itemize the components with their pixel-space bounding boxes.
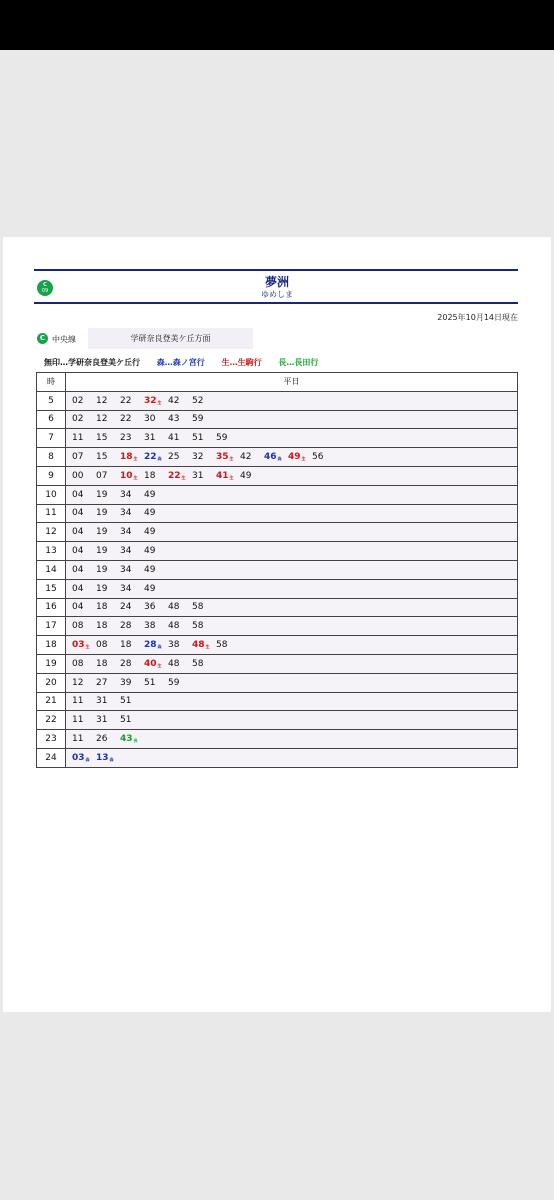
minutes-cell [66,429,518,448]
hour-cell: 11 [37,504,66,523]
departure-minute: 15 [96,452,108,463]
departure-minute: 11 [72,696,84,707]
departure-minute: 25 [168,452,180,463]
departure-minute: 08 [72,658,84,669]
departure-minute: 07 [72,452,84,463]
departure-minute: $49_生$ [288,452,306,463]
hour-cell: 9 [37,466,66,485]
minutes-cell [66,504,518,523]
table-row [37,448,518,467]
hour-column-header: 時 [37,373,66,392]
table-row [37,636,518,655]
departure-minute: $40_生$ [144,658,162,669]
departure-minute: 49 [144,527,156,538]
departure-minute: 38 [144,621,156,632]
minutes-cell [66,466,518,485]
departure-minute: 49 [144,583,156,594]
hour-cell: 23 [37,730,66,749]
departure-minute: 22 [120,395,132,406]
departure-minute: 12 [72,677,84,688]
table-row [37,560,518,579]
destination-mark: 生 [157,662,162,668]
departure-minute: 02 [72,395,84,406]
departure-minute: $10_生$ [120,470,138,481]
departure-minute: 49 [144,564,156,575]
legend-none: 無印…学研奈良登美ケ丘行 [44,358,140,367]
table-row [37,673,518,692]
hour-cell: 20 [37,673,66,692]
departure-minute: 49 [144,546,156,557]
departure-minute: 18 [96,602,108,613]
hour-cell: 21 [37,692,66,711]
departure-minute: 41 [168,433,180,444]
departure-minute: 02 [72,414,84,425]
line-badge-icon: C [37,333,48,344]
hour-cell: 22 [37,711,66,730]
line-name: 中央線 [52,335,76,344]
departure-minute: 18 [96,658,108,669]
table-row [37,748,518,767]
departure-minute: 58 [192,621,204,632]
departure-minute: 27 [96,677,108,688]
departure-minute: $22_生$ [168,470,186,481]
destination-mark: 生 [133,456,138,462]
departure-minute: 43 [168,414,180,425]
departure-minute: 24 [120,602,132,613]
minutes-cell [66,636,518,655]
departure-minute: $03_森$ [72,752,90,763]
departure-minute: 58 [216,640,228,651]
departure-minute: 19 [96,508,108,519]
legend-naga: 長…長田行 [278,358,319,367]
destination-mark: 生 [133,474,138,480]
minutes-cell [66,410,518,429]
departure-minute: 36 [144,602,156,613]
departure-minute: 34 [120,564,132,575]
departure-minute: 56 [312,452,324,463]
departure-minute: 26 [96,734,108,745]
departure-minute: 48 [168,621,180,632]
departure-minute: 34 [120,527,132,538]
title-rule-top [34,269,518,271]
departure-minute: 08 [72,621,84,632]
departure-minute: 18 [96,621,108,632]
minutes-cell [66,579,518,598]
departure-minute: 04 [72,489,84,500]
hour-cell: 12 [37,523,66,542]
hour-cell: 7 [37,429,66,448]
minutes-cell [66,391,518,410]
table-row [37,504,518,523]
station-reading: ゆめしま [261,290,293,299]
direction-label: 学研奈良登美ケ丘方面 [88,328,253,349]
departure-minute: 48 [168,658,180,669]
departure-minute: 04 [72,527,84,538]
minutes-cell [66,448,518,467]
departure-minute: $13_森$ [96,752,114,763]
departure-minute: $48_生$ [192,640,210,651]
minutes-cell [66,748,518,767]
departure-minute: $28_森$ [144,640,162,651]
legend-iko: 生…生駒行 [221,358,262,367]
as-of-date: 2025年10月14日現在 [437,313,518,322]
destination-mark: 森 [157,644,162,650]
destination-mark: 生 [181,474,186,480]
minutes-cell [66,711,518,730]
departure-minute: 11 [72,715,84,726]
departure-minute: 30 [144,414,156,425]
departure-minute: $18_生$ [120,452,138,463]
hour-cell: 14 [37,560,66,579]
destination-mark: 生 [85,644,90,650]
table-row [37,730,518,749]
hour-cell: 17 [37,617,66,636]
departure-minute: 58 [192,602,204,613]
departure-minute: 22 [120,414,132,425]
departure-minute: 31 [144,433,156,444]
minutes-cell [66,598,518,617]
departure-minute: 59 [216,433,228,444]
departure-minute: 12 [96,414,108,425]
departure-minute: $43_長$ [120,734,138,745]
table-row [37,466,518,485]
departure-minute: 58 [192,658,204,669]
departure-minute: 51 [144,677,156,688]
destination-legend [44,357,332,368]
hour-cell: 16 [37,598,66,617]
departure-minute: 04 [72,564,84,575]
table-header-row [37,373,518,392]
departure-minute: $22_森$ [144,452,162,463]
destination-mark: 長 [133,738,138,744]
departure-minute: 42 [168,395,180,406]
departure-minute: 51 [120,715,132,726]
departure-minute: 19 [96,546,108,557]
departure-minute: 04 [72,602,84,613]
destination-mark: 森 [109,756,114,762]
departure-minute: 31 [96,696,108,707]
departure-minute: 49 [144,508,156,519]
departure-minute: 59 [192,414,204,425]
departure-minute: 39 [120,677,132,688]
departure-minute: 12 [96,395,108,406]
departure-minute: 18 [144,470,156,481]
table-row [37,485,518,504]
departure-minute: 48 [168,602,180,613]
departure-minute: 08 [96,640,108,651]
departure-minute: 28 [120,621,132,632]
departure-minute: 51 [120,696,132,707]
departure-minute: 11 [72,734,84,745]
timetable [36,372,518,768]
departure-minute: 34 [120,583,132,594]
departure-minute: 38 [168,640,180,651]
title-rule-bottom [34,302,518,304]
hour-cell: 13 [37,542,66,561]
departure-minute: 32 [192,452,204,463]
departure-minute: 31 [96,715,108,726]
minutes-cell [66,523,518,542]
departure-minute: 19 [96,583,108,594]
destination-mark: 森 [157,456,162,462]
status-bar [0,0,554,50]
minutes-cell [66,673,518,692]
departure-minute: 04 [72,546,84,557]
hour-cell: 6 [37,410,66,429]
station-name: 夢洲 [264,275,289,289]
departure-minute: $03_生$ [72,640,90,651]
minutes-cell [66,730,518,749]
departure-minute: 28 [120,658,132,669]
departure-minute: 52 [192,395,204,406]
destination-mark: 生 [301,456,306,462]
table-row [37,711,518,730]
table-row [37,410,518,429]
departure-minute: 31 [192,470,204,481]
table-row [37,579,518,598]
departure-minute: 42 [240,452,252,463]
destination-mark: 生 [229,474,234,480]
table-row [37,391,518,410]
minutes-cell [66,617,518,636]
minutes-cell [66,485,518,504]
departure-minute: 23 [120,433,132,444]
departure-minute: 34 [120,546,132,557]
departure-minute: 59 [168,677,180,688]
departure-minute: $35_生$ [216,452,234,463]
departure-minute: 15 [96,433,108,444]
departure-minute: 49 [144,489,156,500]
destination-mark: 生 [229,456,234,462]
hour-cell: 15 [37,579,66,598]
departure-minute: 19 [96,489,108,500]
minutes-cell [66,542,518,561]
departure-minute: 11 [72,433,84,444]
timetable-body [37,391,518,767]
hour-cell: 24 [37,748,66,767]
departure-minute: 19 [96,527,108,538]
table-row [37,692,518,711]
station-number-badge: C 09 [37,280,53,296]
destination-mark: 生 [157,399,162,405]
departure-minute: $41_生$ [216,470,234,481]
departure-minute: $46_森$ [264,452,282,463]
departure-minute: 04 [72,583,84,594]
hour-cell: 18 [37,636,66,655]
destination-mark: 森 [85,756,90,762]
minutes-cell [66,560,518,579]
departure-minute: 07 [96,470,108,481]
departure-minute: 00 [72,470,84,481]
hour-cell: 5 [37,391,66,410]
minutes-cell [66,692,518,711]
table-row [37,429,518,448]
hour-cell: 10 [37,485,66,504]
hour-cell: 8 [37,448,66,467]
departure-minute: 34 [120,489,132,500]
departure-minute: 18 [120,640,132,651]
minutes-cell [66,654,518,673]
destination-mark: 森 [277,456,282,462]
table-row [37,654,518,673]
departure-minute: 34 [120,508,132,519]
legend-mori: 森…森ノ宮行 [156,358,205,367]
destination-mark: 生 [205,644,210,650]
departure-minute: $32_生$ [144,395,162,406]
table-row [37,542,518,561]
table-row [37,598,518,617]
hour-cell: 19 [37,654,66,673]
table-row [37,523,518,542]
weekday-column-header: 平日 [66,373,518,392]
departure-minute: 51 [192,433,204,444]
departure-minute: 49 [240,470,252,481]
departure-minute: 04 [72,508,84,519]
departure-minute: 19 [96,564,108,575]
table-row [37,617,518,636]
